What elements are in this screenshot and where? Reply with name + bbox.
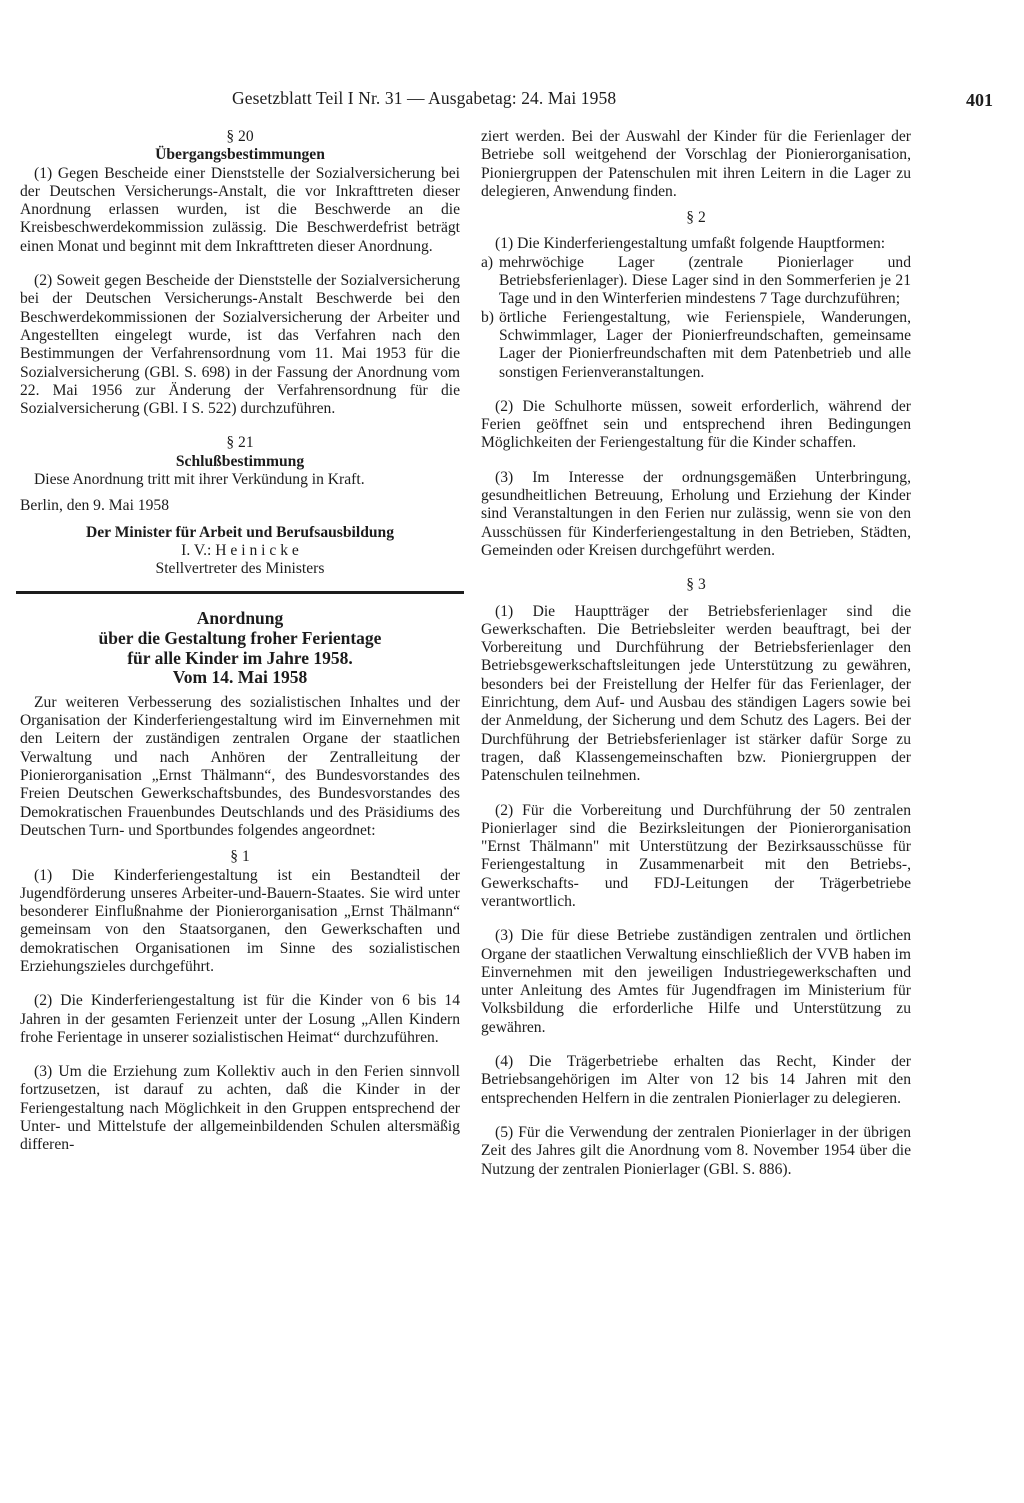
place-date: Berlin, den 9. Mai 1958 [20,497,169,515]
section-1-paragraph-3: (3) Um die Erziehung zum Kollektiv auch in den Ferien sinnvoll fortzusetzen, ist darauf zu achten, daß die Kinder in der Feriengestaltung nach Möglichkeit in den Gruppen entsprechend der Unter- und Mittelstufe der allgemeinbildenden Schulen altersmäßig differen- [20,1063,460,1154]
section-2-paragraph-2: (2) Die Schulhorte müssen, soweit erforderlich, während der Ferien geöffnet sein und entsprechend ihren Bedingungen Möglichkeiten der Feriengestaltung für die Kinder schaffen. [481,397,911,452]
section-21-number: § 21 [226,434,254,452]
ordinance-title-line-1: Anordnung [196,607,284,628]
signer-name: I. V.: H e i n i c k e [181,541,299,559]
ordinance-title-line-2: über die Gestaltung froher Ferientage [98,627,382,648]
page-number: 401 [966,90,993,110]
section-3-paragraph-5: (5) Für die Verwendung der zentralen Pionierlager in der übrigen Zeit des Jahres gilt die Anordnung vom 8. November 1954 über die Nutzung der zentralen Pionierlager (GBl. S. 886). [481,1123,911,1178]
section-1-paragraph-2: (2) Die Kinderferiengestaltung ist für die Kinder von 6 bis 14 Jahren in der gesamten Ferienzeit unter der Losung „Allen Kindern frohe Ferientage in unserer sozialistischen Heimat“ durchzuführen. [20,992,460,1046]
item-b-text: örtliche Feriengestaltung, wie Ferienspiele, Wanderungen, Schwimmlager, Lager der Pionierfreundschaften, gemeinsame Lager der Pionierfreundschaften mit dem Patenbetrieb und alle sonstigen Ferienveranstaltungen. [499,308,911,381]
left-column [20,128,460,1155]
right-column [481,128,911,1179]
section-20-title: Übergangsbestimmungen [155,146,325,164]
section-1-number: § 1 [230,848,250,866]
preamble: Zur weiteren Verbesserung des sozialistischen Inhaltes und der Organisation der Kinderferiengestaltung wird im Einvernehmen mit den Leitern der zuständigen zentralen Organe der staatlichen Verwaltung und nach Anhören der Zentralleitung der Pionierorganisation „Ernst Thälmann“, des Bundesvorstandes des Freien Deutschen Gewerkschaftsbundes, des Bundesvorstandes des Demokratischen Frauenbundes Deutschlands und des Präsidiums des Deutschen Turn- und Sportbundes folgendes angeordnet: [20,693,460,839]
item-b-label: b) [481,308,494,326]
section-2-paragraph-1: (1) Die Kinderferiengestaltung umfaßt folgende Hauptformen: [495,235,886,253]
section-21-paragraph: Diese Anordnung tritt mit ihrer Verkündung in Kraft. [34,471,365,489]
section-2-item-b [481,309,911,382]
section-2-item-a [481,254,911,309]
ordinance-title-line-3: für alle Kinder im Jahre 1958. [127,647,353,668]
section-1-paragraph-1: (1) Die Kinderferiengestaltung ist ein Bestandteil der Jugendförderung unseres Arbeiter-und-Bauern-Staates. Sie wird unter besonderer Einflußnahme der Pionierorganisation „Ernst Thälmann“ gemeinsam von den Staatsorganen, den Gewerkschaften und demokratischen Organisationen im Sinne des sozialistischen Erziehungszieles durchgeführt. [20,866,460,975]
section-3-number: § 3 [686,576,706,594]
section-3-paragraph-3: (3) Die für diese Betriebe zuständigen zentralen und örtlichen Organe der staatlichen Verwaltung einschließlich der VVB haben im Einvernehmen mit den jeweiligen Industriegewerkschaften und unter Anleitung des Amtes für Jugendfragen im Ministerium für Volksbildung die erforderliche Hilfe und Unterstützung zu gewähren. [481,927,911,1036]
section-2-number: § 2 [686,209,706,227]
ordinance-date: Vom 14. Mai 1958 [172,666,308,687]
signer-organisation: Der Minister für Arbeit und Berufsausbildung [85,523,395,541]
section-20-number: § 20 [226,128,254,145]
page-header [0,88,1024,118]
section-2-paragraph-3: (3) Im Interesse der ordnungsgemäßen Unterbringung, gesundheitlichen Betreuung, Erholung und Erziehung der Kinder sind Veranstaltungen in den Ferien nur zulässig, wenn sie von den Ausschüssen für Kinderferiengestaltung in den Betrieben, Städten, Gemeinden oder Kreisen durchgeführt werden. [481,468,911,559]
signer-role: Stellvertreter des Ministers [155,560,325,578]
section-3-paragraph-4: (4) Die Trägerbetriebe erhalten das Recht, Kinder der Betriebsangehörigen im Alter von 12 bis 14 Jahren mit den entsprechenden Helfern in die zentralen Pionierlager zu delegieren. [481,1053,911,1107]
header-text: Gesetzblatt Teil I Nr. 31 — Ausgabetag: 24. Mai 1958 [232,88,617,108]
item-a-label: a) [481,253,494,271]
continued-paragraph: ziert werden. Bei der Auswahl der Kinder für die Ferienlager der Betriebe soll weitgehend der Vorschlag der Pionierorganisation, Pioniergruppen der Patenschulen mit ihren Leitern in die Lager zu delegieren, Anwendung finden. [481,128,911,200]
section-3-paragraph-2: (2) Für die Vorbereitung und Durchführung der 50 zentralen Pionierlager sind die Bezirksleitungen der Pionierorganisation "Ernst Thälmann" mit Unterstützung der Bezirksausschüsse für Feriengestaltung in Zusammenarbeit mit den Betriebs-, Gewerkschafts- und FDJ-Leitungen der Trägerbetriebe verantwortlich. [481,801,911,910]
section-21-title: Schlußbestimmung [175,452,305,470]
ordinance-title [20,608,460,668]
section-20-paragraph-1: (1) Gegen Bescheide einer Dienststelle der Sozialversicherung bei der Deutschen Versicherungs-Anstalt, die vor Inkrafttreten dieser Anordnung erlassen wurden, ist die Beschwerde an die Kreisbeschwerdekommission zulässig. Die Beschwerdefrist beträgt einen Monat und beginnt mit dem Inkrafttreten dieser Anordnung. [20,164,460,255]
section-20-paragraph-2: (2) Soweit gegen Bescheide der Dienststelle der Sozialversicherung bei der Deutschen Versicherungs-Anstalt Beschwerde bei den Beschwerdekommissionen der Sozialversicherung der Arbeiter und Angestellten eingelegt wurde, ist das Verfahren nach den Bestimmungen der Verfahrensordnung vom 11. Mai 1953 für die Sozialversicherung (GBl. S. 698) in der Fassung der Anordnung vom 22. Mai 1956 zur Änderung der Verfahrensordnung für die Sozialversicherung (GBl. I S. 522) durchzuführen. [20,272,460,418]
item-a-text: mehrwöchige Lager (zentrale Pionierlager und Betriebsferienlager). Diese Lager sind in den Sommerferien je 21 Tage und in den Winterferien mindestens 7 Tage durchzuführen; [499,253,911,308]
section-divider [16,591,464,594]
section-3-paragraph-1: (1) Die Hauptträger der Betriebsferienlager sind die Gewerkschaften. Die Betriebsleiter werden beauftragt, bei der Vorbereitung und Durchführung der Betriebsferienlager den Betriebsgewerkschaftsleitungen jede Unterstützung zu gewähren, besonders bei der Freistellung der Helfer für das Ferienlager, der Einrichtung, dem Auf- und Ausbau des ständigen Lagers sowie bei der Anmeldung, der Sicherung und dem Schutz des Lagers. Bei der Durchführung der Betriebsferienlager ist stärker dafür Sorge zu tragen, daß Klassengemeinschaften bzw. Pioniergruppen der Patenschulen teilnehmen. [481,602,911,785]
